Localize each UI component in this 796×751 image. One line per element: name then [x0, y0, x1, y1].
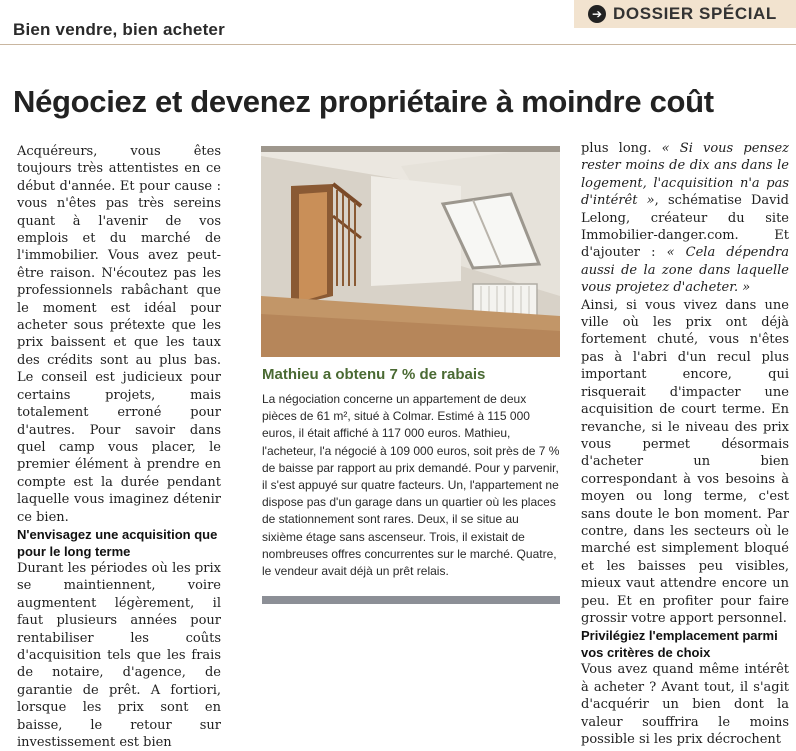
- right-column: [581, 140, 789, 748]
- right-p1-quote-1: « Si vous pensez rester moins de dix ans dans le logement, l'acquisition n'a pas d'intérêt »: [581, 141, 789, 209]
- left-paragraph-1: Acquéreurs, vous êtes toujours très attentistes en ce début d'année. Et pour cause : vous n'êtes pas très sereins quant à l'avenir de vos emplois et du marché de l'immobilier. Vous avez peut-être raison. N'écoutez pas les professionnels rabâchant que le moment est idéal pour acheter sous prétexte que les prix baissent et que les taux des crédits sont au plus bas. Le conseil est judicieux pour certains projets, mais totalement erroné pour d'autres. Pour savoir dans quel camp vous placer, le premier élément à prendre en compte est la durée pendant laquelle vous imaginez détenir ce bien.: [17, 144, 221, 525]
- arrow-right-icon: ➔: [588, 5, 606, 23]
- right-paragraph-1: [581, 140, 789, 297]
- left-paragraph-2: Durant les périodes où les prix se maintiennent, voire augmentent légèrement, il faut plusieurs années pour rentabiliser les coûts d'acquisition tels que les frais de notaire, d'agence, de garantie de prêt. A fortiori, lorsque les prix sont en baisse, le retour sur investissement est bien: [17, 560, 221, 750]
- right-p1-middle: , schématise David Lelong, créateur du site Immobilier-danger.com. Et d'ajouter :: [581, 193, 789, 261]
- right-p1-quote-2: « Cela dépendra aussi de la zone dans laquelle vous projetez d'acheter. »: [581, 245, 789, 296]
- right-paragraph-3: Vous avez quand même intérêt à acheter ? Avant tout, il s'agit d'acquérir un bien dont la valeur souffrira le moins possible si les prix décrochent: [581, 662, 789, 747]
- sidebar-box-body: La négociation concerne un appartement de deux pièces de 61 m², situé à Colmar. Estimé à 115 000 euros, il était affiché à 117 000 euros. Mathieu, l'acheteur, l'a négocié à 109 000 euros, soit près de 7 % de baisse par rapport au prix demandé. Pour y parvenir, il s'est appuyé sur quatre facteurs. Un, l'appartement ne dispose pas d'un garage dans un quartier où les places de stationnement sont rares. Deux, il se situe au sixième étage sans ascenseur. Trois, il existait de nombreuses offres concurrentes sur le marché. Quatre, le vendeur avait déjà un prêt relais.: [262, 392, 560, 579]
- right-subhead: Privilégiez l'emplacement parmi vos critères de choix: [581, 628, 778, 661]
- right-paragraph-2: Ainsi, si vous vivez dans une ville où les prix ont déjà fortement chuté, vous n'êtes pas à l'abri d'un recul plus important encore, qui risquerait d'impacter une acquisition de court terme. En revanche, si le niveau des prix vous permet désormais d'acheter un bien correspondant à vos besoins à moyen ou long terme, c'est sans doute le bon moment. Par contre, dans les secteurs où le marché est simplement bloqué et les baisses peu visibles, mieux vaut attendre encore un peu. Et en profiter pour faire grossir votre apport personnel.: [581, 297, 789, 626]
- left-column: [17, 143, 221, 751]
- left-subhead: N'envisagez une acquisition que pour le long terme: [17, 526, 218, 559]
- right-p1-start: plus long.: [581, 141, 662, 156]
- sidebar-box-bottom-bar: [262, 596, 560, 604]
- attic-apartment-photo: [261, 146, 560, 357]
- dossier-tab[interactable]: [574, 0, 796, 28]
- dossier-label: DOSSIER SPÉCIAL: [613, 4, 777, 23]
- article-headline: Négociez et devenez propriétaire à moindre coût: [13, 84, 714, 119]
- section-label: Bien vendre, bien acheter: [13, 20, 225, 39]
- sidebar-box-title: Mathieu a obtenu 7 % de rabais: [262, 366, 486, 383]
